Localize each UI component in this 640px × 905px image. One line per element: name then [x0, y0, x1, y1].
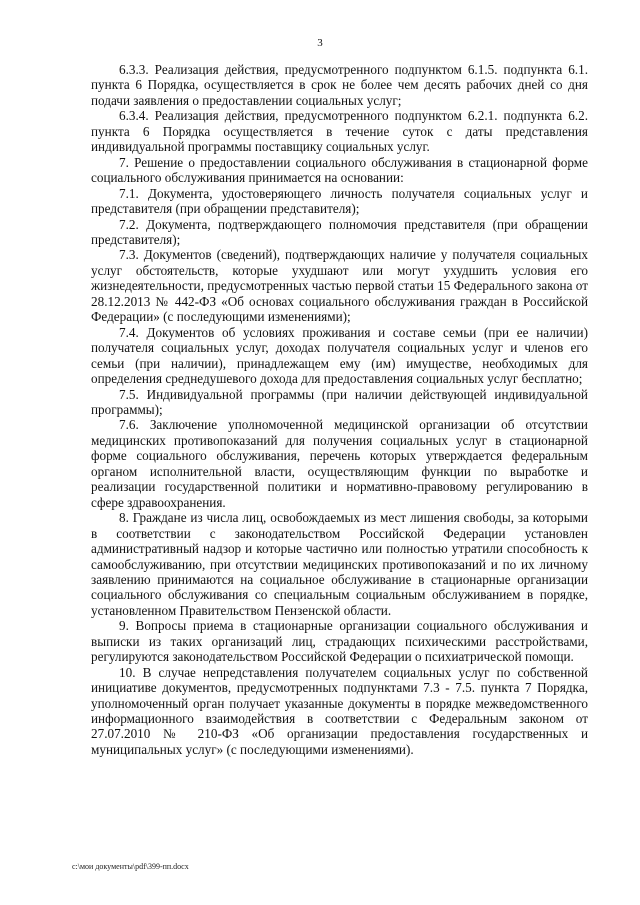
- document-body: [91, 62, 588, 757]
- paragraph-7-4: 7.4. Документов об условиях проживания и составе семьи (при ее наличии) получателя социальных услуг, доходах получателя социальных услуг и членов его семьи (при наличии), принадлежащем ему (им) имуществе, необходимых для определения среднедушевого дохода для предоставления социальных услуг бесплатно;: [91, 324, 588, 387]
- paragraph-8: 8. Граждане из числа лиц, освобождаемых из мест лишения свободы, за которыми в соответствии с законодательством Российской Федерации установлен административный надзор и которые частично или полностью утратили способность к самообслуживанию, при отсутствии медицинских противопоказаний и по их личному заявлению принимаются на социальное обслуживание в стационарные организации социального обслуживания со специальным социальным обслуживанием в порядке, установленном Правительством Пензенской области.: [91, 510, 588, 618]
- paragraph-9: 9. Вопросы приема в стационарные организации социального обслуживания и выписки из таких организаций лиц, страдающих психическими расстройствами, регулируются законодательством Российской Федерации о психиатрической помощи.: [91, 618, 588, 665]
- paragraph-7-3: 7.3. Документов (сведений), подтверждающих наличие у получателя социальных услуг обстоятельств, которые ухудшают или могут ухудшить условия его жизнедеятельности, предусмотренных частью первой статьи 15 Федерального закона от 28.12.2013 № 442-ФЗ «Об основах социального обслуживания граждан в Российской Федерации» (с последующими изменениями);: [91, 247, 588, 325]
- paragraph-7-1: 7.1. Документа, удостоверяющего личность получателя социальных услуг и представителя (при обращении представителя);: [91, 185, 588, 217]
- page-number: 3: [317, 37, 323, 49]
- paragraph-7-5: 7.5. Индивидуальной программы (при наличии действующей индивидуальной программы);: [91, 386, 588, 417]
- footer-file-path: c:\мои документы\pdf\399-пп.docx: [72, 862, 189, 871]
- paragraph-7: 7. Решение о предоставлении социального обслуживания в стационарной форме социального обслуживания принимается на основании:: [91, 154, 588, 186]
- paragraph-10: 10. В случае непредставления получателем социальных услуг по собственной инициативе документов, предусмотренных подпунктами 7.3 - 7.5. пункта 7 Порядка, уполномоченный орган получает указанные документы в порядке межведомственного информационного взаимодействия в соответствии с Федеральным законом от 27.07.2010 № 210-ФЗ «Об организации предоставления государственных и муниципальных услуг» (с последующими изменениями).: [91, 664, 588, 757]
- paragraph-6-3-3: 6.3.3. Реализация действия, предусмотренного подпунктом 6.1.5. подпункта 6.1. пункта 6 Порядка, осуществляется в срок не более чем десять рабочих дней со дня подачи заявления о предоставлении социальных услуг;: [91, 62, 588, 108]
- paragraph-7-2: 7.2. Документа, подтверждающего полномочия представителя (при обращении представителя);: [91, 216, 588, 247]
- paragraph-7-6: 7.6. Заключение уполномоченной медицинской организации об отсутствии медицинских противопоказаний для получения социальных услуг в стационарной форме социального обслуживания, перечень которых утверждается федеральным органом исполнительной власти, осуществляющим функции по выработке и реализации государственной политики и нормативно-правовому регулированию в сфере здравоохранения.: [91, 417, 588, 510]
- paragraph-6-3-4: 6.3.4. Реализация действия, предусмотренного подпунктом 6.2.1. подпункта 6.2. пункта 6 Порядка осуществляется в течение суток с даты представления индивидуальной программы поставщику социальных услуг.: [91, 108, 588, 155]
